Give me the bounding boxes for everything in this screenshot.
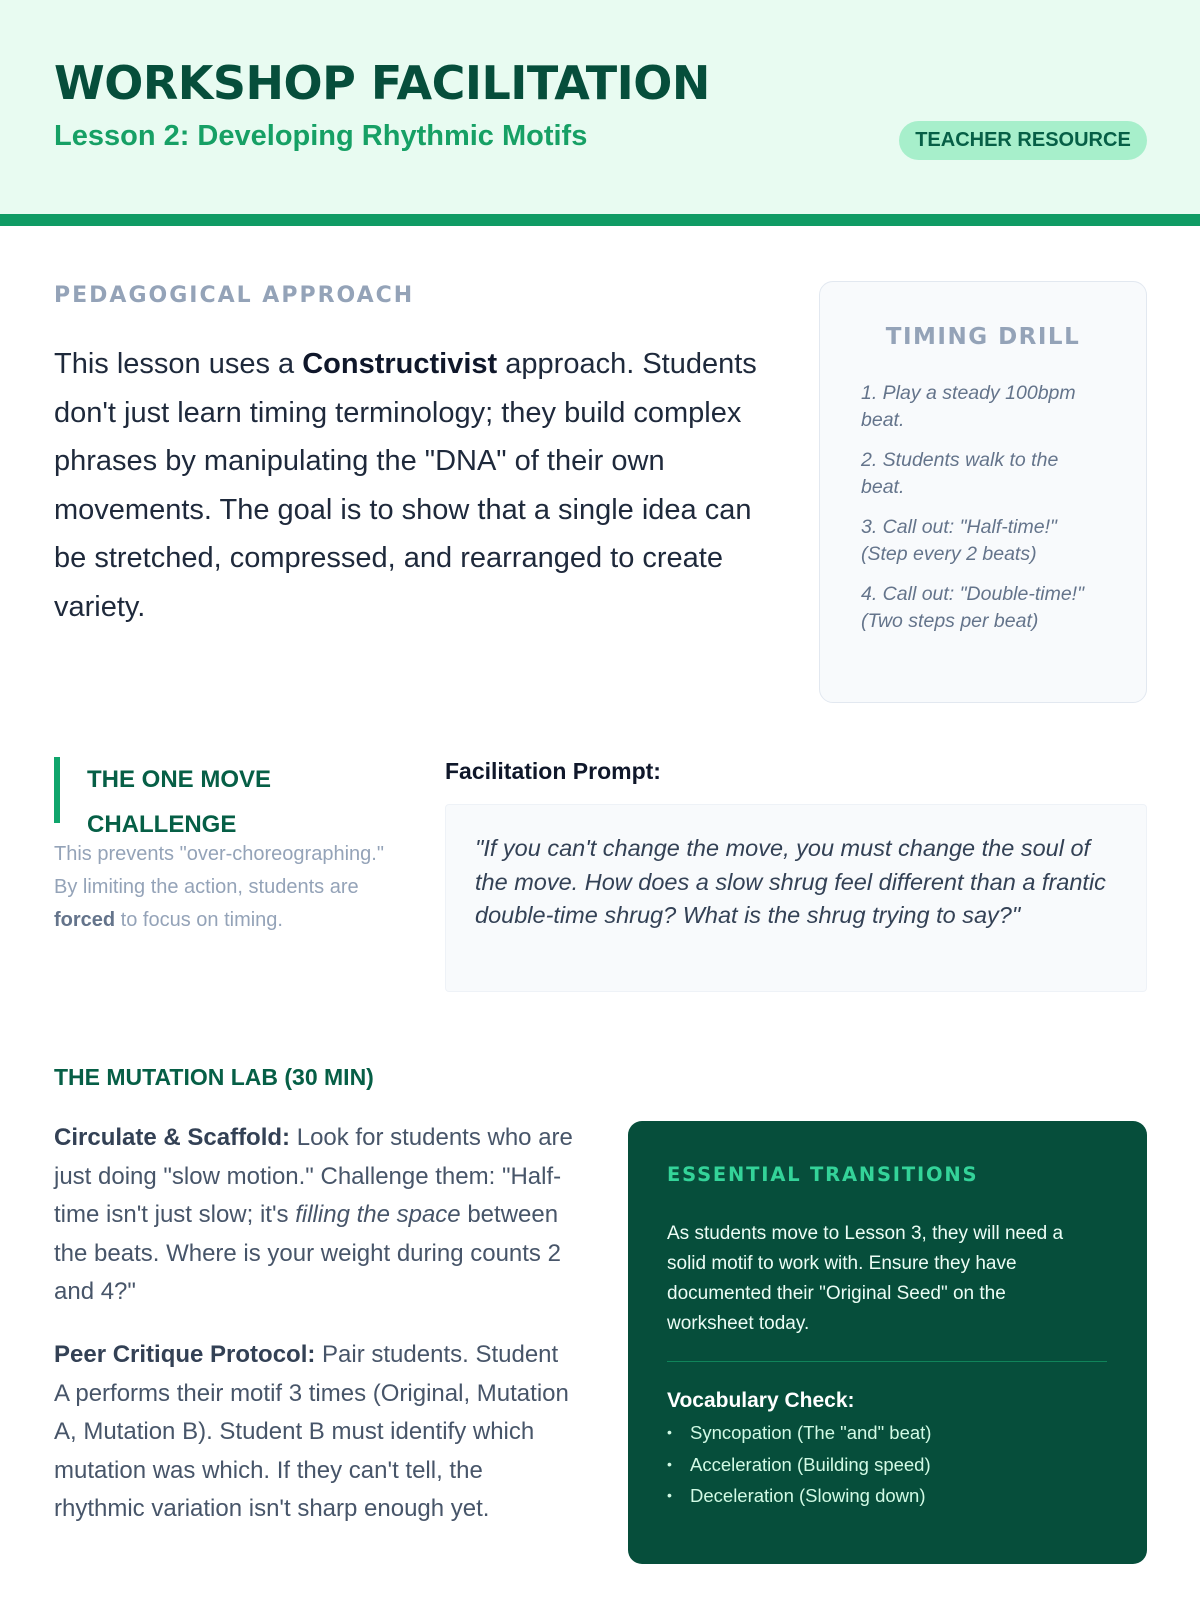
challenge-accent-bar [54, 757, 60, 823]
vocabulary-list [667, 1417, 931, 1512]
timing-drill-step: 2. Students walk to the beat. [861, 449, 1059, 498]
one-move-challenge-title: THE ONE MOVE CHALLENGE [87, 766, 272, 838]
challenge-text-end: to focus on timing. [115, 909, 283, 931]
peer-critique-label: Peer Critique Protocol: [54, 1341, 316, 1368]
vocabulary-item: • Deceleration (Slowing down) [667, 1480, 931, 1512]
resource-badge: TEACHER RESOURCE [899, 121, 1147, 160]
timing-drill-list [861, 380, 1106, 648]
vocabulary-item: • Acceleration (Building speed) [667, 1449, 931, 1481]
facilitation-prompt-quote: "If you can't change the move, you must change the soul of the move. How does a slow shrug feel different than a frantic double-time shrug? What is the shrug trying to say?" [475, 835, 1106, 928]
facilitation-prompt-label: Facilitation Prompt: [445, 758, 661, 784]
timing-drill-step: 4. Call out: "Double-time!" (Two steps per beat) [861, 583, 1085, 632]
approach-paragraph [54, 340, 774, 631]
header-banner [0, 0, 1200, 214]
timing-drill-title: TIMING DRILL [885, 324, 1081, 350]
challenge-text-start: This prevents "over-choreographing." By limiting the action, students are [54, 843, 384, 898]
essential-transitions-title: ESSENTIAL TRANSITIONS [667, 1163, 979, 1186]
vocabulary-item: • Syncopation (The "and" beat) [667, 1417, 931, 1449]
challenge-text-bold: forced [54, 909, 116, 931]
approach-heading: PEDAGOGICAL APPROACH [54, 283, 415, 308]
essential-transitions-card [628, 1121, 1147, 1564]
facilitation-prompt-box [445, 804, 1147, 992]
vocabulary-check-title: Vocabulary Check: [667, 1389, 855, 1412]
circulate-label: Circulate & Scaffold: [54, 1124, 291, 1151]
peer-critique-paragraph [54, 1336, 574, 1529]
timing-drill-card [819, 281, 1147, 703]
essential-transitions-body: As students move to Lesson 3, they will need a solid motif to work with. Ensure they have documented their "Original Seed" on the worksheet today. [667, 1223, 1064, 1334]
timing-drill-step: 1. Play a steady 100bpm beat. [861, 382, 1076, 431]
approach-text-bold: Constructivist [302, 348, 498, 380]
page-title: WORKSHOP FACILITATION [54, 56, 710, 110]
approach-text-start: This lesson uses a [54, 348, 303, 380]
approach-text-end: approach. Students don't just learn timing terminology; they build complex phrases by manipulating the "DNA" of their own movements. The goal is to show that a single idea can be stretched, compressed, and rearranged to create variety. [54, 348, 757, 623]
transitions-divider [667, 1361, 1107, 1362]
circulate-text-end: between the beats. Where is your weight during counts 2 and 4?" [54, 1201, 561, 1305]
circulate-paragraph [54, 1119, 574, 1312]
mutation-lab-title: THE MUTATION LAB (30 MIN) [54, 1064, 374, 1090]
peer-critique-text: Pair students. Student A performs their motif 3 times (Original, Mutation A, Mutation B). Student B must identify which mutation was which. If they can't tell, the rhythmic variation isn't sharp enough yet. [54, 1341, 569, 1522]
page-subtitle: Lesson 2: Developing Rhythmic Motifs [54, 120, 588, 152]
one-move-challenge-text [54, 838, 404, 937]
circulate-text-start: Look for students who are just doing "slow motion." Challenge them: "Half-time isn't just slow; it's [54, 1124, 573, 1228]
circulate-text-emphasis: filling the space [295, 1201, 461, 1228]
header-divider [0, 214, 1200, 226]
timing-drill-step: 3. Call out: "Half-time!" (Step every 2 beats) [861, 516, 1057, 565]
